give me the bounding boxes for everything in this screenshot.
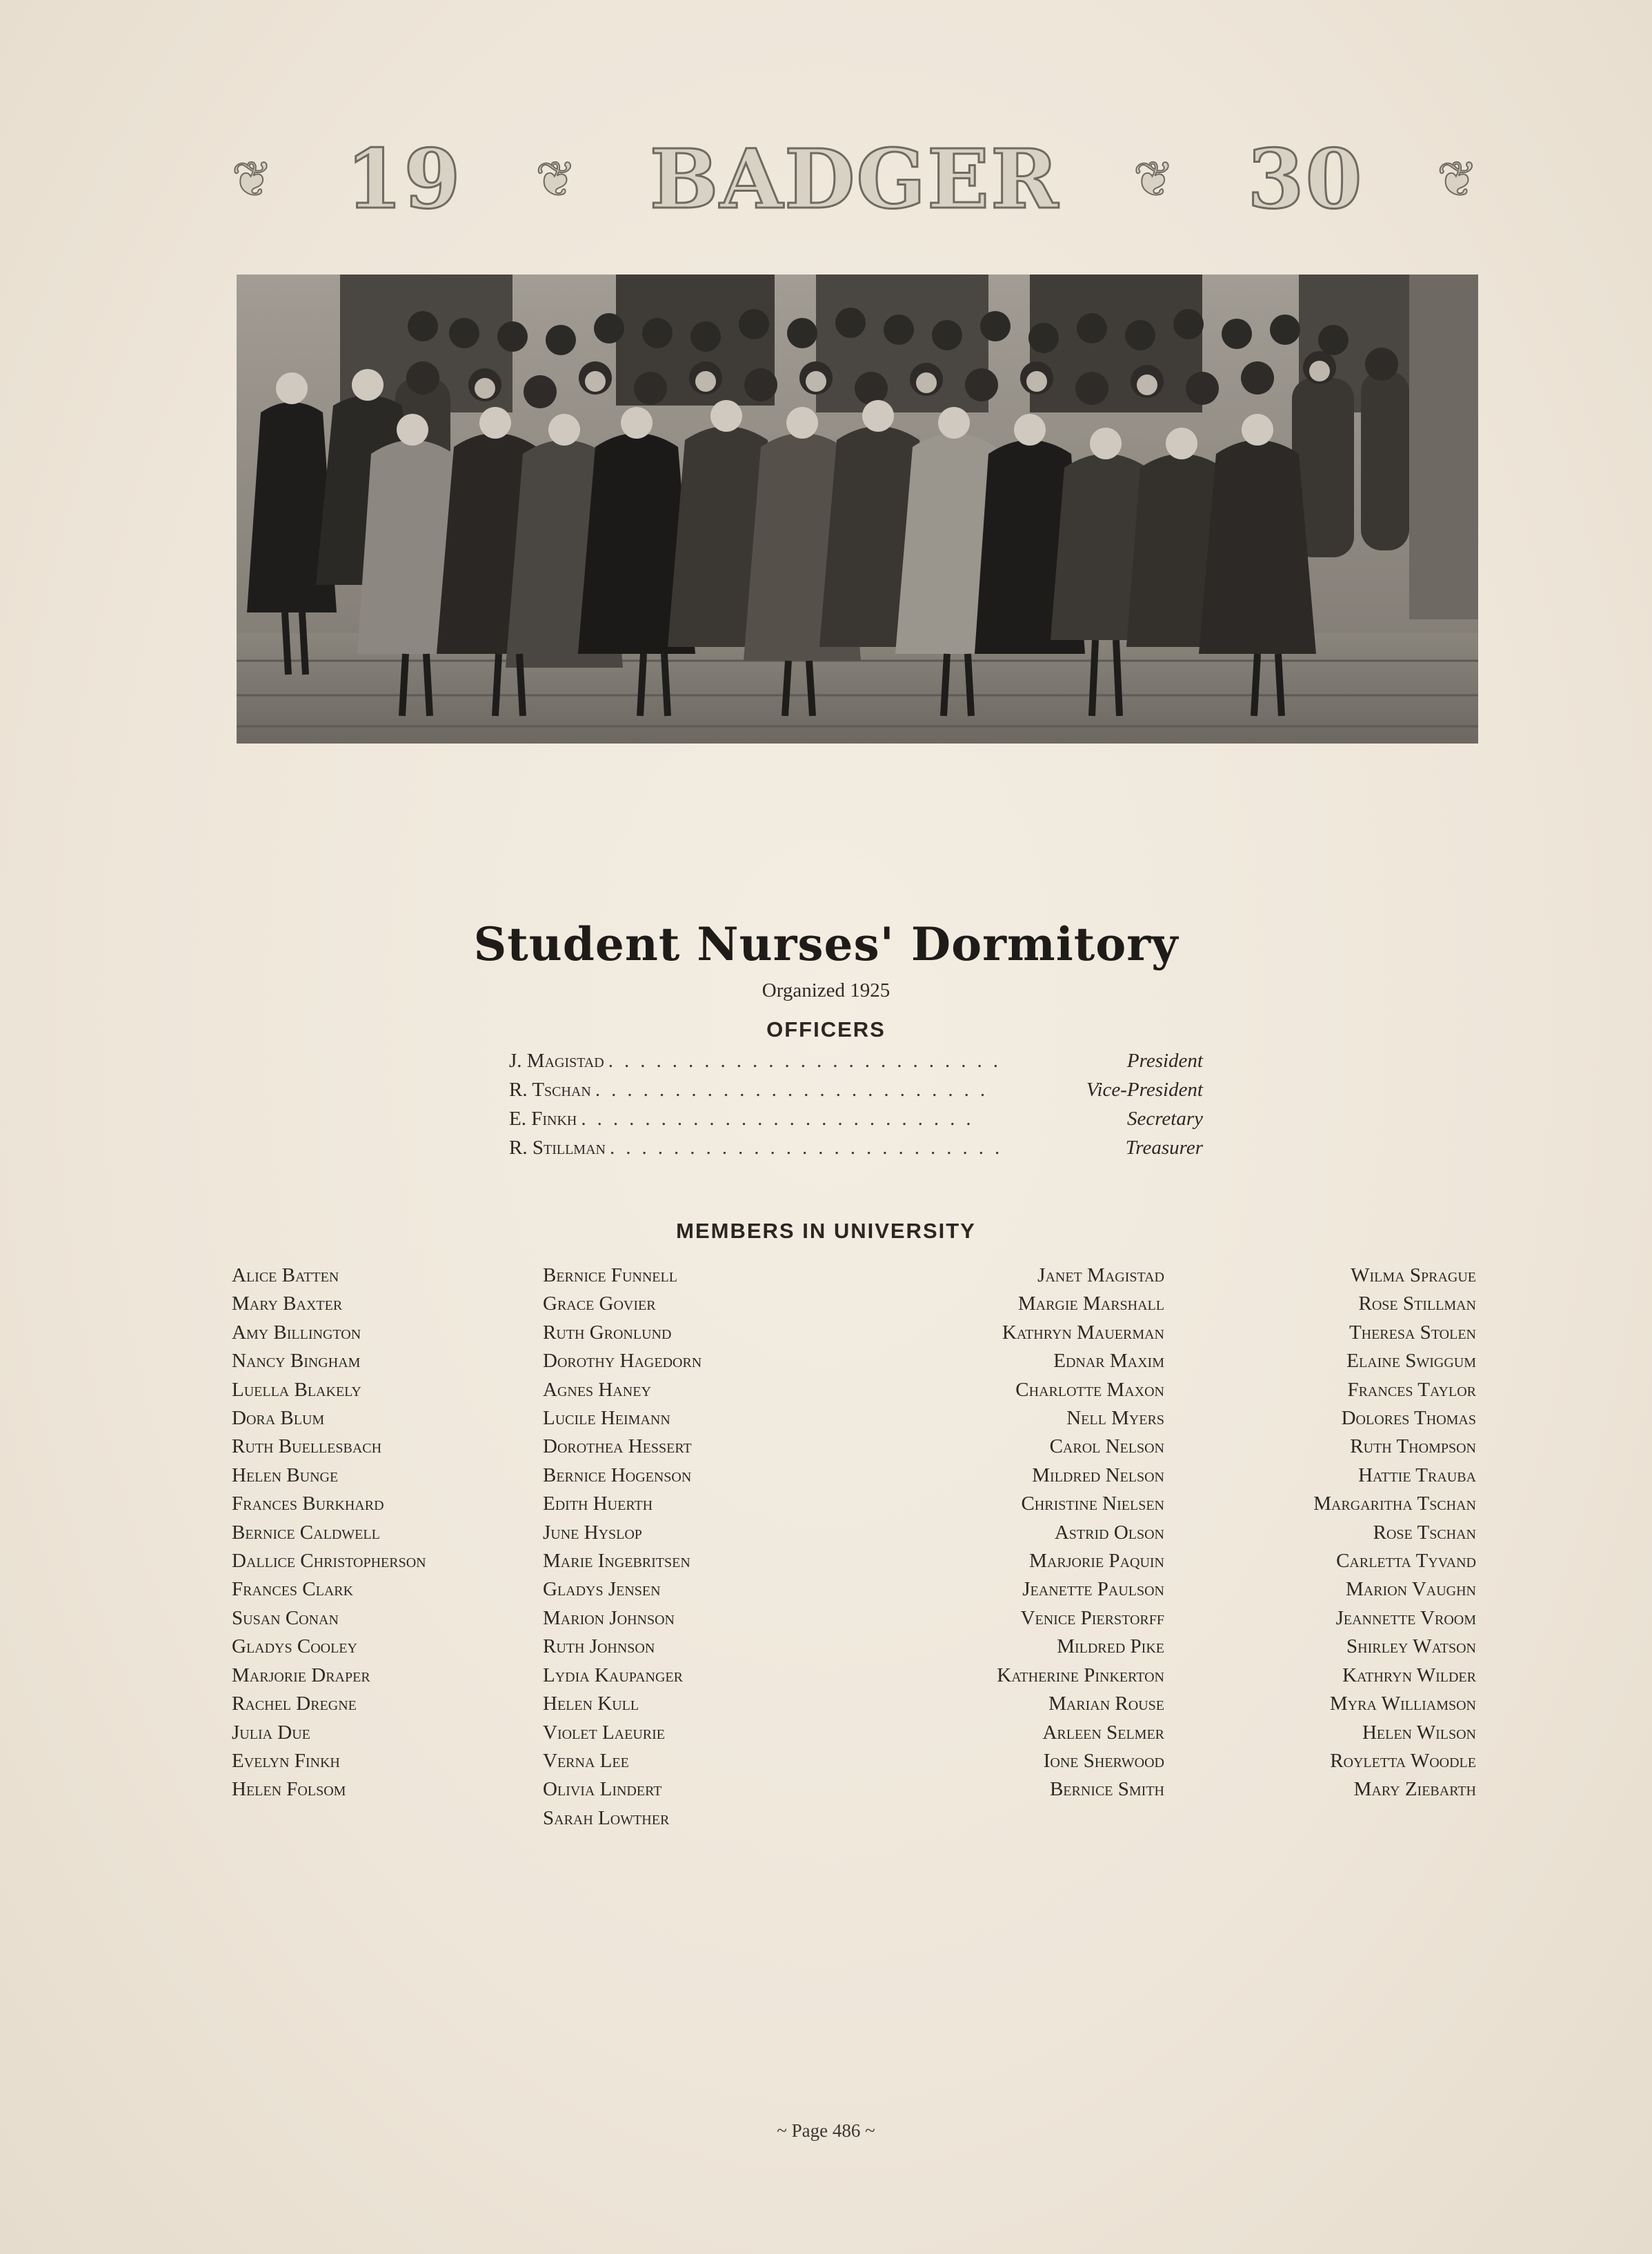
member-name: Carletta Tyvand [1336,1550,1476,1573]
member-name: Agnes Haney [543,1378,651,1401]
member-name: Verna Lee [543,1749,629,1772]
member-name: Rose Tschan [1373,1521,1476,1544]
members-column-3 [819,1261,1164,1804]
member-name: Mary Baxter [232,1293,343,1315]
member-name: Janet Magistad [1037,1264,1164,1286]
member-name: Bernice Caldwell [232,1521,380,1544]
member-name: Dorothea Hessert [543,1435,692,1458]
member-name: Ruth Johnson [543,1635,655,1658]
member-name: Frances Taylor [1347,1378,1476,1401]
member-name: Edith Huerth [543,1493,653,1515]
member-name: Jeanette Paulson [1022,1578,1164,1601]
member-name: Arleen Selmer [1042,1721,1164,1744]
badger-banner [232,131,1477,227]
page-number: ~ Page 486 ~ [777,2120,875,2141]
member-name: Ruth Gronlund [543,1321,672,1344]
officer-role: Vice-President [1086,1079,1203,1101]
member-name: Helen Wilson [1362,1721,1476,1744]
member-name: Nell Myers [1066,1407,1164,1430]
member-name: Gladys Jensen [543,1578,661,1601]
page-title: Student Nurses' Dormitory [473,917,1179,971]
member-name: Dolores Thomas [1341,1407,1476,1430]
officers-list [509,1050,1203,1166]
member-name: Amy Billington [232,1321,361,1344]
group-photo [237,275,1478,744]
member-name: Kathryn Wilder [1342,1664,1476,1686]
member-name: Dallice Christopherson [232,1550,426,1573]
ornament-icon: ❦ [1437,151,1477,208]
member-name: Sarah Lowther [543,1806,670,1829]
member-name: Gladys Cooley [232,1635,357,1658]
officer-role: Secretary [1126,1108,1203,1130]
member-name: Bernice Funnell [543,1264,677,1286]
officer-role: Treasurer [1125,1137,1203,1159]
leader-dots: ......................... [581,1108,982,1130]
banner-word: BADGER [649,131,1060,227]
member-name: Royletta Woodle [1330,1749,1476,1772]
member-name: Dora Blum [232,1407,325,1430]
member-name: Margaritha Tschan [1313,1493,1476,1515]
banner-right-year: 30 [1247,131,1364,227]
member-name: Frances Burkhard [232,1493,384,1515]
member-name: Hattie Trauba [1358,1464,1476,1486]
members-column-1 [232,1261,426,1804]
member-name: Carol Nelson [1049,1435,1164,1458]
officer-row [509,1137,1203,1166]
member-name: Alice Batten [232,1264,339,1286]
officer-name: J. Magistad [509,1050,604,1072]
ornament-icon: ❦ [1133,151,1174,208]
member-name: Marjorie Draper [232,1664,370,1686]
member-name: Mildred Pike [1057,1635,1164,1658]
member-name: Elaine Swiggum [1346,1350,1476,1373]
member-name: Ednar Maxim [1053,1350,1164,1373]
members-heading: MEMBERS IN UNIVERSITY [676,1219,976,1243]
member-name: Mildred Nelson [1032,1464,1164,1486]
officer-row [509,1108,1203,1137]
member-name: Dorothy Hagedorn [543,1350,702,1373]
member-name: Ione Sherwood [1043,1749,1164,1772]
member-name: Luella Blakely [232,1378,361,1401]
member-name: Marian Rouse [1048,1693,1164,1715]
member-name: Christine Nielsen [1021,1493,1164,1515]
member-name: Helen Bunge [232,1464,339,1486]
member-name: June Hyslop [543,1521,642,1544]
member-name: Ruth Buellesbach [232,1435,382,1458]
member-name: Charlotte Maxon [1015,1378,1164,1401]
banner-left-year: 19 [346,131,462,227]
member-name: Myra Williamson [1329,1693,1476,1715]
member-name: Julia Due [232,1721,310,1744]
member-name: Marie Ingebritsen [543,1550,690,1573]
member-name: Rose Stillman [1358,1293,1476,1315]
member-name: Ruth Thompson [1350,1435,1476,1458]
officer-name: R. Stillman [509,1137,606,1159]
member-name: Katherine Pinkerton [997,1664,1164,1686]
leader-dots: ......................... [609,1137,1011,1159]
member-name: Shirley Watson [1346,1635,1476,1658]
officer-role: President [1126,1050,1203,1072]
member-name: Mary Ziebarth [1353,1778,1476,1801]
member-name: Jeannette Vroom [1335,1606,1476,1629]
member-name: Theresa Stolen [1349,1321,1476,1344]
member-name: Rachel Dregne [232,1693,357,1715]
member-name: Grace Govier [543,1293,656,1315]
member-name: Bernice Hogenson [543,1464,692,1486]
member-name: Helen Folsom [232,1778,346,1801]
officer-row [509,1050,1203,1079]
member-name: Bernice Smith [1049,1778,1164,1801]
member-name: Kathryn Mauerman [1002,1321,1164,1344]
members-column-4 [1131,1261,1476,1804]
member-name: Wilma Sprague [1351,1264,1476,1286]
member-name: Astrid Olson [1054,1521,1164,1544]
officers-heading: OFFICERS [766,1017,886,1041]
member-name: Marion Johnson [543,1606,675,1629]
ornament-icon: ❦ [535,151,577,208]
member-name: Lydia Kaupanger [543,1664,683,1686]
member-name: Margie Marshall [1017,1293,1164,1315]
officer-name: E. Finkh [509,1108,577,1130]
leader-dots: ......................... [595,1079,997,1101]
ornament-icon: ❦ [232,151,272,208]
member-name: Olivia Lindert [543,1778,662,1801]
officer-row [509,1079,1203,1108]
member-name: Susan Conan [232,1606,339,1629]
member-name: Lucile Heimann [543,1407,670,1430]
member-name: Marion Vaughn [1345,1578,1476,1601]
member-name: Evelyn Finkh [232,1749,340,1772]
member-name: Frances Clark [232,1578,354,1601]
member-name: Venice Pierstorff [1020,1606,1164,1629]
member-name: Violet Laeurie [543,1721,665,1744]
member-name: Helen Kull [543,1693,639,1715]
members-column-2 [543,1261,701,1833]
member-name: Marjorie Paquin [1029,1550,1164,1573]
officer-name: R. Tschan [509,1079,591,1101]
leader-dots: ......................... [608,1050,1009,1072]
member-name: Nancy Bingham [232,1350,361,1373]
organized-date: Organized 1925 [762,979,890,1001]
